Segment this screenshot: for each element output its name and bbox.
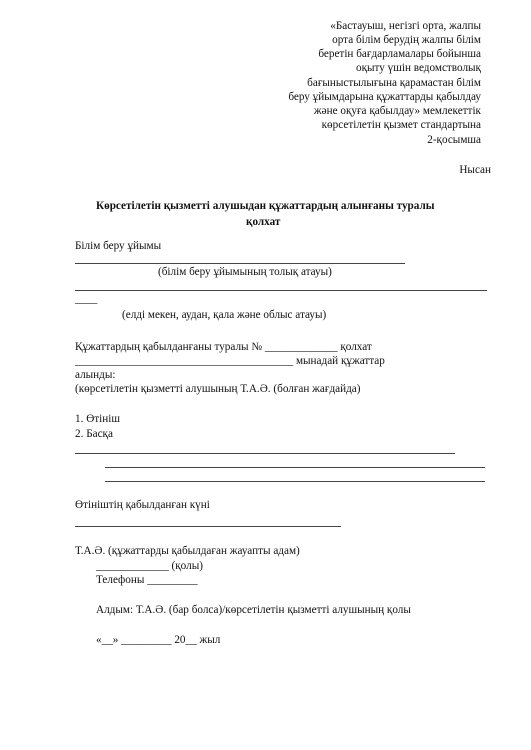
receipt-number-line: Құжаттардың қабылданғаны туралы № _____________ қолхат <box>75 341 372 353</box>
list-item-application: 1. Өтініш <box>75 413 120 425</box>
accepted-date-label: Өтініштің қабылданған күні <box>75 499 210 511</box>
form-label: Нысан <box>459 164 491 176</box>
locality-line <box>75 290 487 291</box>
header-line-6: беру ұйымдарына құжаттарды қабылдау <box>288 91 481 103</box>
accepted-date-line <box>75 526 341 527</box>
header-line-7: және оқуға қабылдау» мемлекеттік <box>313 105 481 117</box>
locality-short-dash: ____ <box>75 293 98 305</box>
other-line-2 <box>105 467 485 468</box>
org-caption: (білім беру ұйымының толық атауы) <box>158 266 332 278</box>
list-item-other: 2. Басқа <box>75 428 113 440</box>
header-line-5: бағыныстылығына қарамастан білім <box>307 77 481 89</box>
locality-caption: (елді мекен, аудан, қала және облыс атауы) <box>122 309 327 321</box>
other-line-3 <box>105 481 485 482</box>
header-line-3: беретін бағдарламалары бойынша <box>318 48 481 60</box>
document-title-line-2: қолхат <box>246 216 281 228</box>
other-line-1 <box>75 453 455 454</box>
recipient-caption: (көрсетілетін қызметті алушының Т.А.Ә. (болған жағдайда) <box>75 383 361 395</box>
header-line-1: «Бастауыш, негізгі орта, жалпы <box>330 20 481 32</box>
header-line-4: оқыту үшін ведомстволық <box>355 62 481 74</box>
documents-line: _______________________________________ мынадай құжаттар <box>75 355 385 367</box>
header-line-2: орта білім берудің жалпы білім <box>332 34 481 46</box>
header-line-8: көрсетілетін қызмет стандартына <box>321 119 481 131</box>
received-by-line: Алдым: Т.А.Ә. (бар болса)/көрсетілетін қызметті алушының қолы <box>96 604 411 616</box>
org-name-line <box>75 263 405 264</box>
date-line: «__» _________ 20__ жыл <box>96 634 221 646</box>
phone-line: Телефоны _________ <box>96 574 198 586</box>
document-title-line-1: Көрсетілетін қызметті алушыдан құжаттардың алынғаны туралы <box>96 200 435 212</box>
received-word: алынды: <box>75 369 116 381</box>
signature-line: _____________ (қолы) <box>96 560 203 572</box>
header-line-9: 2-қосымша <box>427 134 481 146</box>
org-label: Білім беру ұйымы <box>75 240 162 252</box>
responsible-person-label: Т.А.Ә. (құжаттарды қабылдаған жауапты адам) <box>75 545 300 557</box>
